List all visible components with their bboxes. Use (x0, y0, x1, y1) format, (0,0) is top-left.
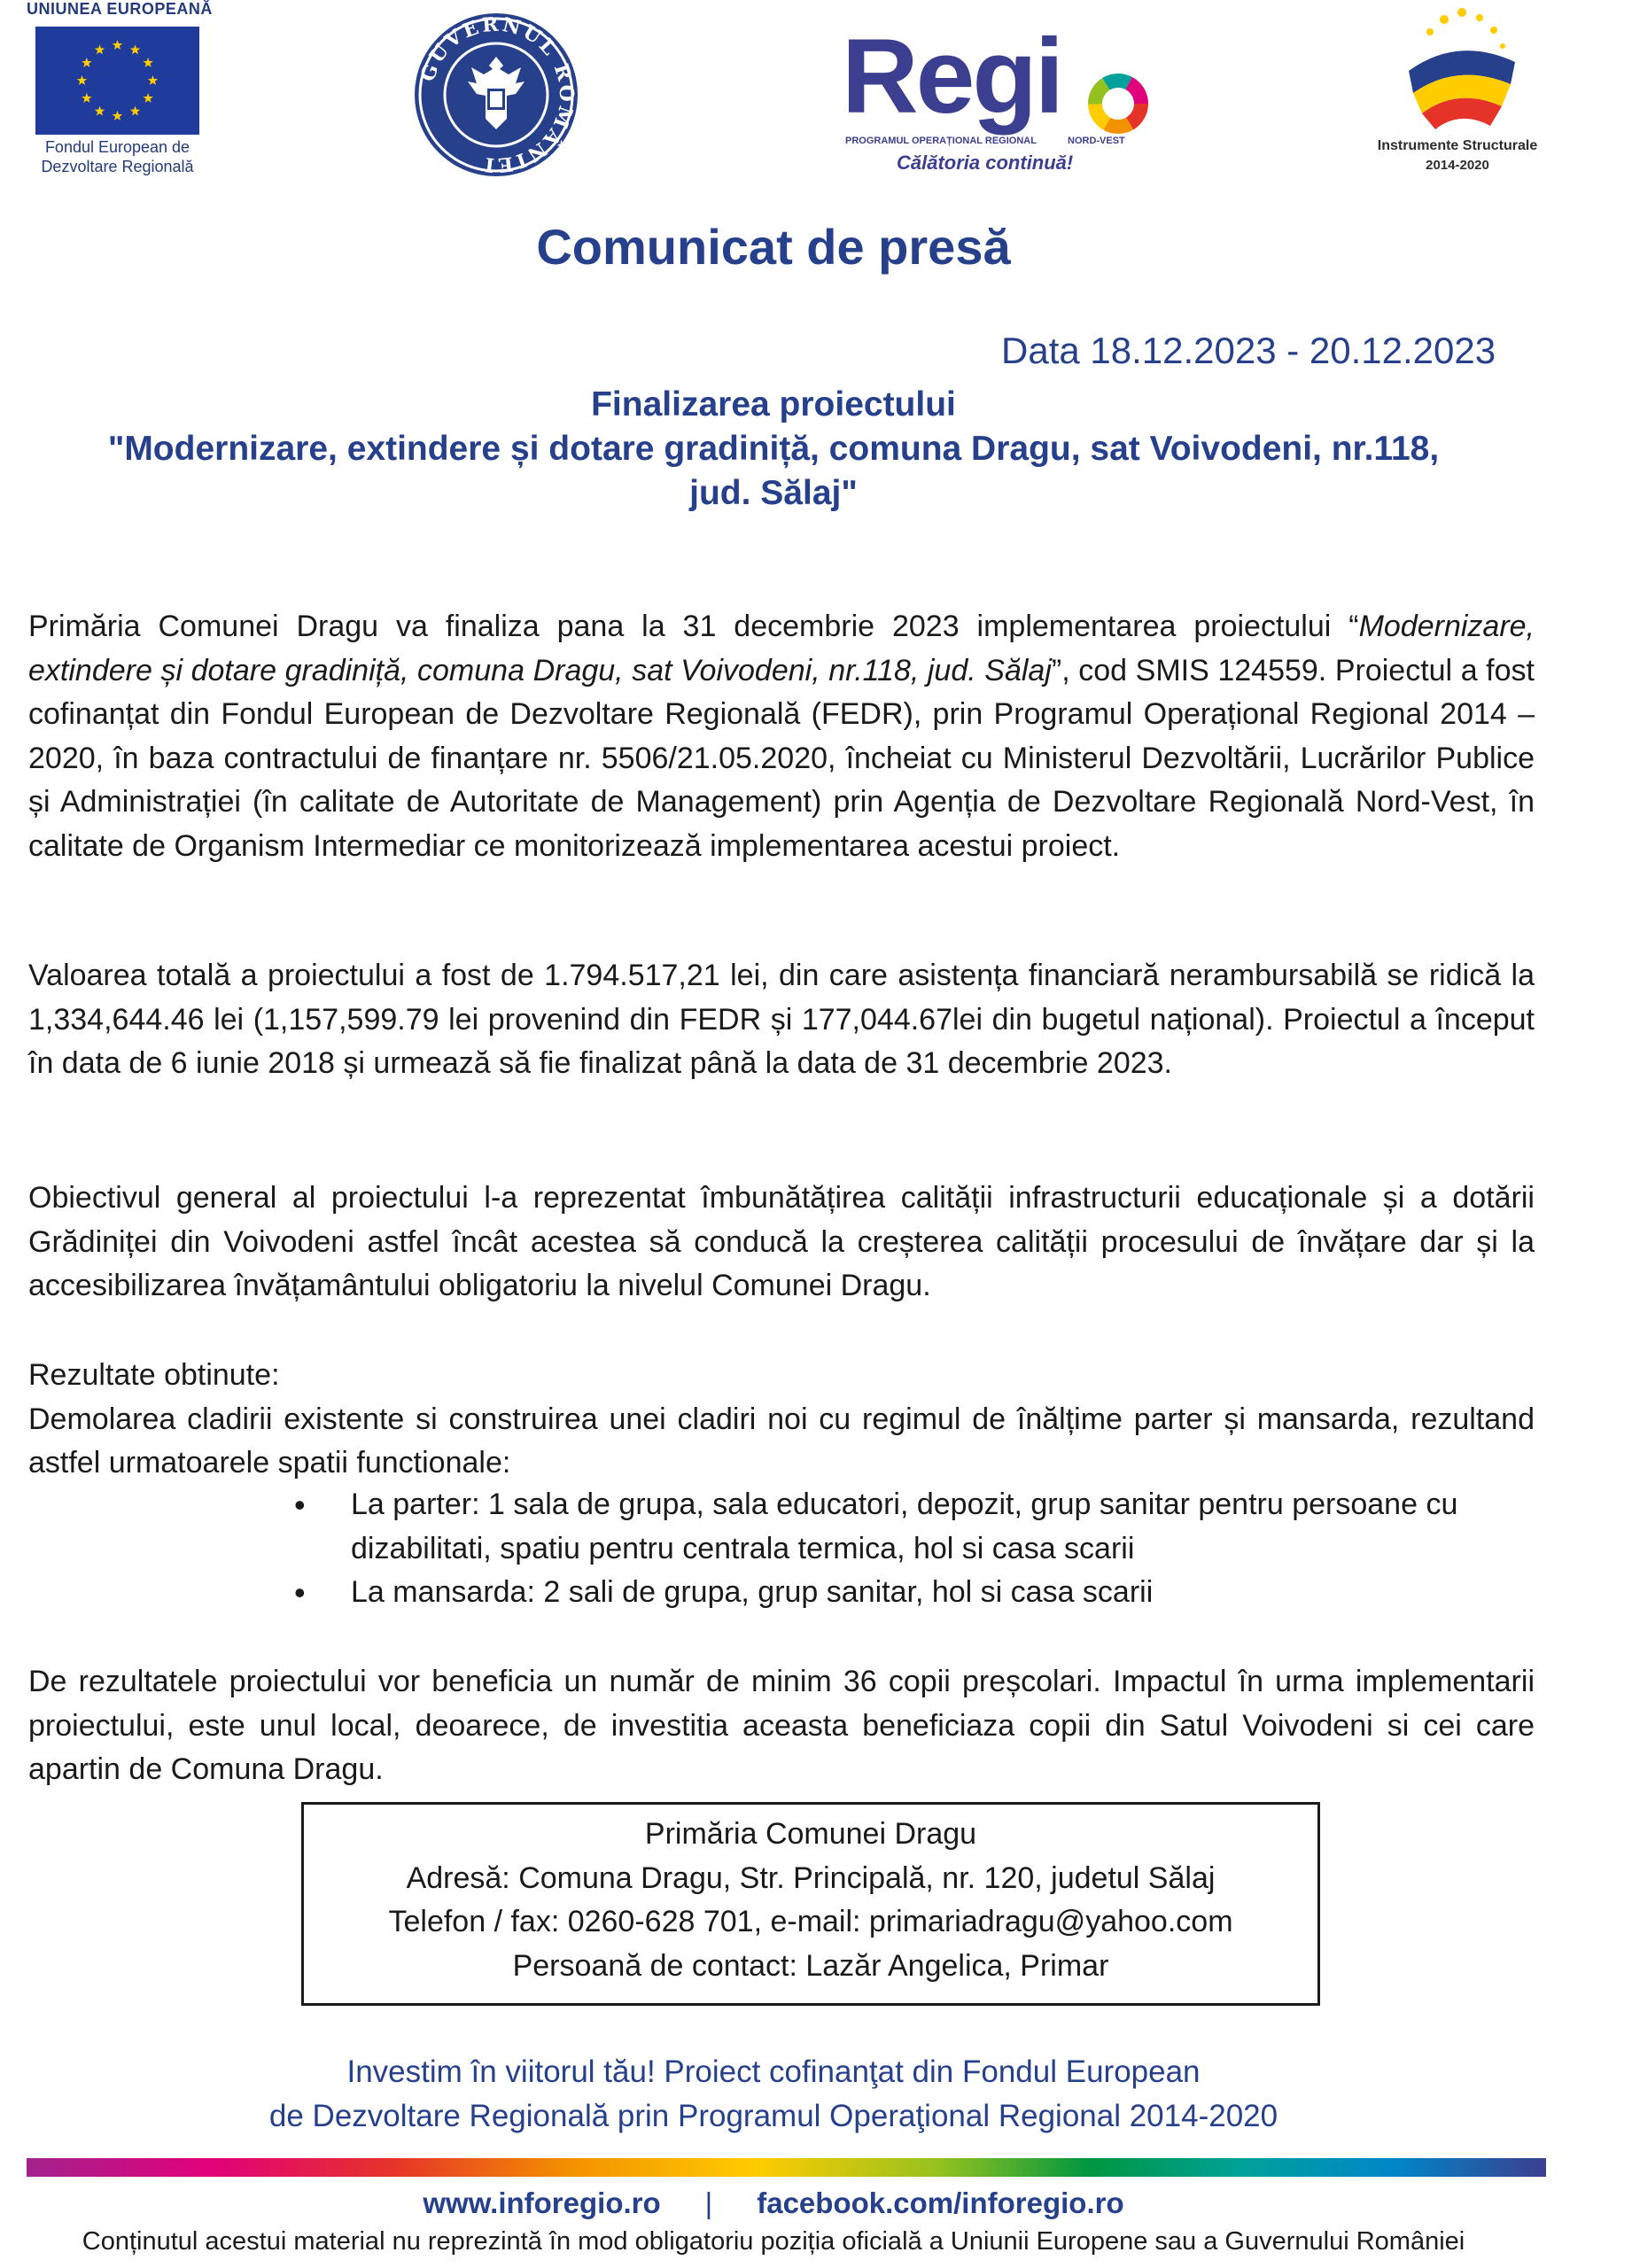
contact-phone-email: Telefon / fax: 0260-628 701, e-mail: primariadragu@yahoo.com (388, 1905, 1233, 1938)
romanian-flag-stars-icon (1391, 0, 1524, 133)
footer-link-separator: | (704, 2186, 713, 2219)
paragraph-financing (28, 954, 1535, 1086)
contact-person: Persoană de contact: Lazăr Angelica, Primar (512, 1948, 1109, 1983)
contact-organization: Primăria Comunei Dragu (644, 1817, 977, 1851)
footer-disclaimer: Conținutul acestui material nu reprezintă în mod obligatoriu poziția oficială a Uniunii Europene sau a Guvernului României (82, 2227, 1465, 2256)
paragraph-objective (28, 1177, 1535, 1309)
footer-slogan (0, 2050, 1547, 2138)
eu-flag-icon (35, 27, 199, 135)
regio-program-text: PROGRAMUL OPERAȚIONAL REGIONAL (845, 136, 1037, 146)
regio-region-text: NORD-VEST (1068, 136, 1125, 146)
inforegio-facebook-link[interactable]: facebook.com/inforegio.ro (757, 2186, 1124, 2219)
project-title-line3: jud. Sălaj" (689, 474, 858, 512)
intro-project-name: Modernizare, extindere și dotare gradiniță, comuna Dragu, sat Voivodeni, nr.118, jud. Sălaj (28, 610, 1535, 687)
footer-slogan-line2: de Dezvoltare Regională prin Programul Operaţional Regional 2014-2020 (268, 2098, 1278, 2133)
paragraph-impact (28, 1660, 1535, 1792)
financing-text: Valoarea totală a proiectului a fost de 1.794.517,21 lei, din care asistența financiară nerambursabilă se ridică la 1,334,644.46 lei (1,157,599.79 lei provenind din FEDR și 177,044.67lei din bugetul național). Proiectul a început în data de 6 iunie 2018 și urmează să fie finalizat până la data de 31 decembrie 2023. (28, 959, 1535, 1080)
regio-color-ring-icon (1086, 72, 1150, 136)
footer-slogan-line1: Investim în viitorul tău! Proiect cofinanţat din Fondul European (346, 2054, 1201, 2089)
paragraph-results (28, 1354, 1535, 1486)
regio-wordmark: Regi (842, 17, 1062, 136)
project-title-line2: "Modernizare, extindere și dotare gradiniță, comuna Dragu, sat Voivodeni, nr.118, (107, 430, 1440, 468)
intro-text-before: Primăria Comunei Dragu va finaliza pana la 31 decembrie 2023 implementarea proiectului “ (28, 610, 1359, 643)
paragraph-intro (28, 605, 1535, 868)
results-text: Demolarea cladirii existente si construirea unei cladiri noi cu regimul de înălțime parter și mansarda, rezultand astfel urmatoarele spatii functionale: (28, 1402, 1535, 1480)
structural-instruments-logo (1356, 0, 1559, 182)
project-title (53, 383, 1494, 516)
list-item: • La mansarda: 2 sali de grupa, grup sanitar, hol si casa scarii (294, 1571, 1535, 1615)
project-title-line1: Finalizarea proiectului (591, 385, 956, 423)
list-item: • La parter: 1 sala de grupa, sala educatori, depozit, grup sanitar pentru persoane cu dizabilitati, spatiu pentru centrala termica, hol si casa scarii (294, 1483, 1535, 1571)
eu-caption-line2: Dezvoltare Regională (41, 158, 194, 175)
eu-logo-caption (27, 137, 208, 176)
government-ring-text: GUVERNUL ROMÂNIEI (416, 12, 579, 177)
regio-logo (842, 17, 1178, 182)
structural-caption-line2: 2014-2020 (1426, 158, 1489, 173)
contact-address: Adresă: Comuna Dragu, Str. Principală, nr. 120, judetul Sălaj (406, 1860, 1216, 1895)
objective-text: Obiectivul general al proiectului l-a reprezentat îmbunătățirea calității infrastructurii educaționale și a dotării Grădiniței din Voivodeni astfel încât acestea să conducă la creșterea calității procesului de învățare dar și la accesibilizarea învățamântului obligatoriu la nivelul Comunei Dragu. (28, 1181, 1535, 1302)
government-seal-icon (412, 11, 580, 179)
page-title: Comunicat de presă (536, 219, 1011, 275)
inforegio-website-link[interactable]: www.inforegio.ro (423, 2186, 661, 2219)
results-heading: Rezultate obtinute: (28, 1358, 280, 1392)
eu-caption-line1: Fondul European de (44, 138, 190, 156)
eu-logo-title: UNIUNEA EUROPEANĂ (27, 0, 213, 18)
structural-caption-line1: Instrumente Structurale (1377, 138, 1538, 153)
government-logo (412, 11, 580, 179)
regio-tagline: Călătoria continuă! (897, 151, 1074, 174)
results-list (294, 1483, 1535, 1615)
footer-links (0, 2186, 1547, 2220)
date-range: Data 18.12.2023 - 20.12.2023 (1001, 330, 1496, 371)
intro-text-after: ”, cod SMIS 124559. Proiectul a fost cofinanțat din Fondul European de Dezvoltare Regională (FEDR), prin Programul Operațional Regional 2014 – 2020, în baza contractului de finanțare nr. 5506/21.05.2020, încheiat cu Ministerul Dezvoltării, Lucrărilor Publice și Administrației (în calitate de Autoritate de Management) prin Agenția de Dezvoltare Regională Nord-Vest, în calitate de Organism Intermediar ce monitorizează implementarea acestui proiect. (28, 653, 1535, 863)
footer-color-bar (27, 2158, 1546, 2177)
contact-box (301, 1802, 1320, 2006)
eu-logo (27, 0, 213, 177)
impact-text: De rezultatele proiectului vor beneficia un număr de minim 36 copii preșcolari. Impactul în urma implementarii proiectului, este unul local, deoarece, de investitia aceasta beneficiaza copii din Satul Voivodeni si cei care apartin de Comuna Dragu. (28, 1665, 1535, 1786)
